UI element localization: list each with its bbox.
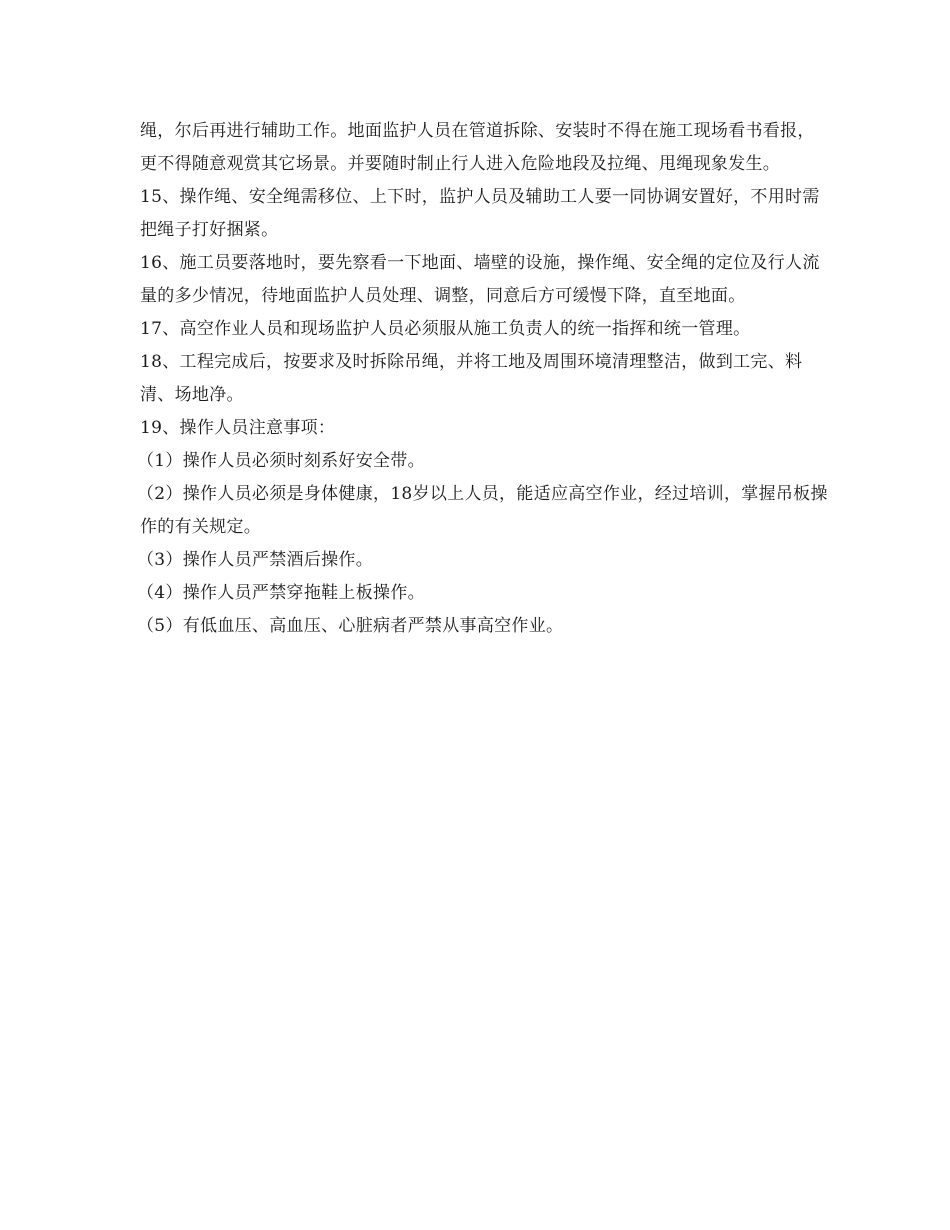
sub-item-1: （1）操作人员必须时刻系好安全带。 [137,451,425,471]
paragraph-item-18: 18、工程完成后，按要求及时拆除吊绳，并将工地及周围环境清理整洁，做到工完、料清、场地净。 [140,352,803,405]
paragraph-item-16: 16、施工员要落地时，要先察看一下地面、墙壁的设施，操作绳、安全绳的定位及行人流量的多少情况，待地面监护人员处理、调整，同意后方可缓慢下降，直至地面。 [140,253,820,306]
paragraph-item-15: 15、操作绳、安全绳需移位、上下时，监护人员及辅助工人要一同协调安置好，不用时需把绳子打好捆紧。 [140,187,820,240]
paragraph-item-19: 19、操作人员注意事项： [140,418,336,438]
sub-item-3: （3）操作人员严禁酒后操作。 [137,550,374,570]
sub-item-4: （4）操作人员严禁穿拖鞋上板操作。 [137,583,425,603]
paragraph-continuation: 绳，尔后再进行辅助工作。地面监护人员在管道拆除、安装时不得在施工现场看书看报，更不得随意观赏其它场景。并要随时制止行人进入危险地段及拉绳、甩绳现象发生。 [140,121,815,174]
paragraph-item-17: 17、高空作业人员和现场监护人员必须服从施工负责人的统一指挥和统一管理。 [140,319,751,339]
document-body [137,115,830,643]
sub-item-5: （5）有低血压、高血压、心脏病者严禁从事高空作业。 [137,616,564,636]
sub-item-2: （2）操作人员必须是身体健康，18岁以上人员，能适应高空作业，经过培训，掌握吊板操作的有关规定。 [137,484,828,537]
